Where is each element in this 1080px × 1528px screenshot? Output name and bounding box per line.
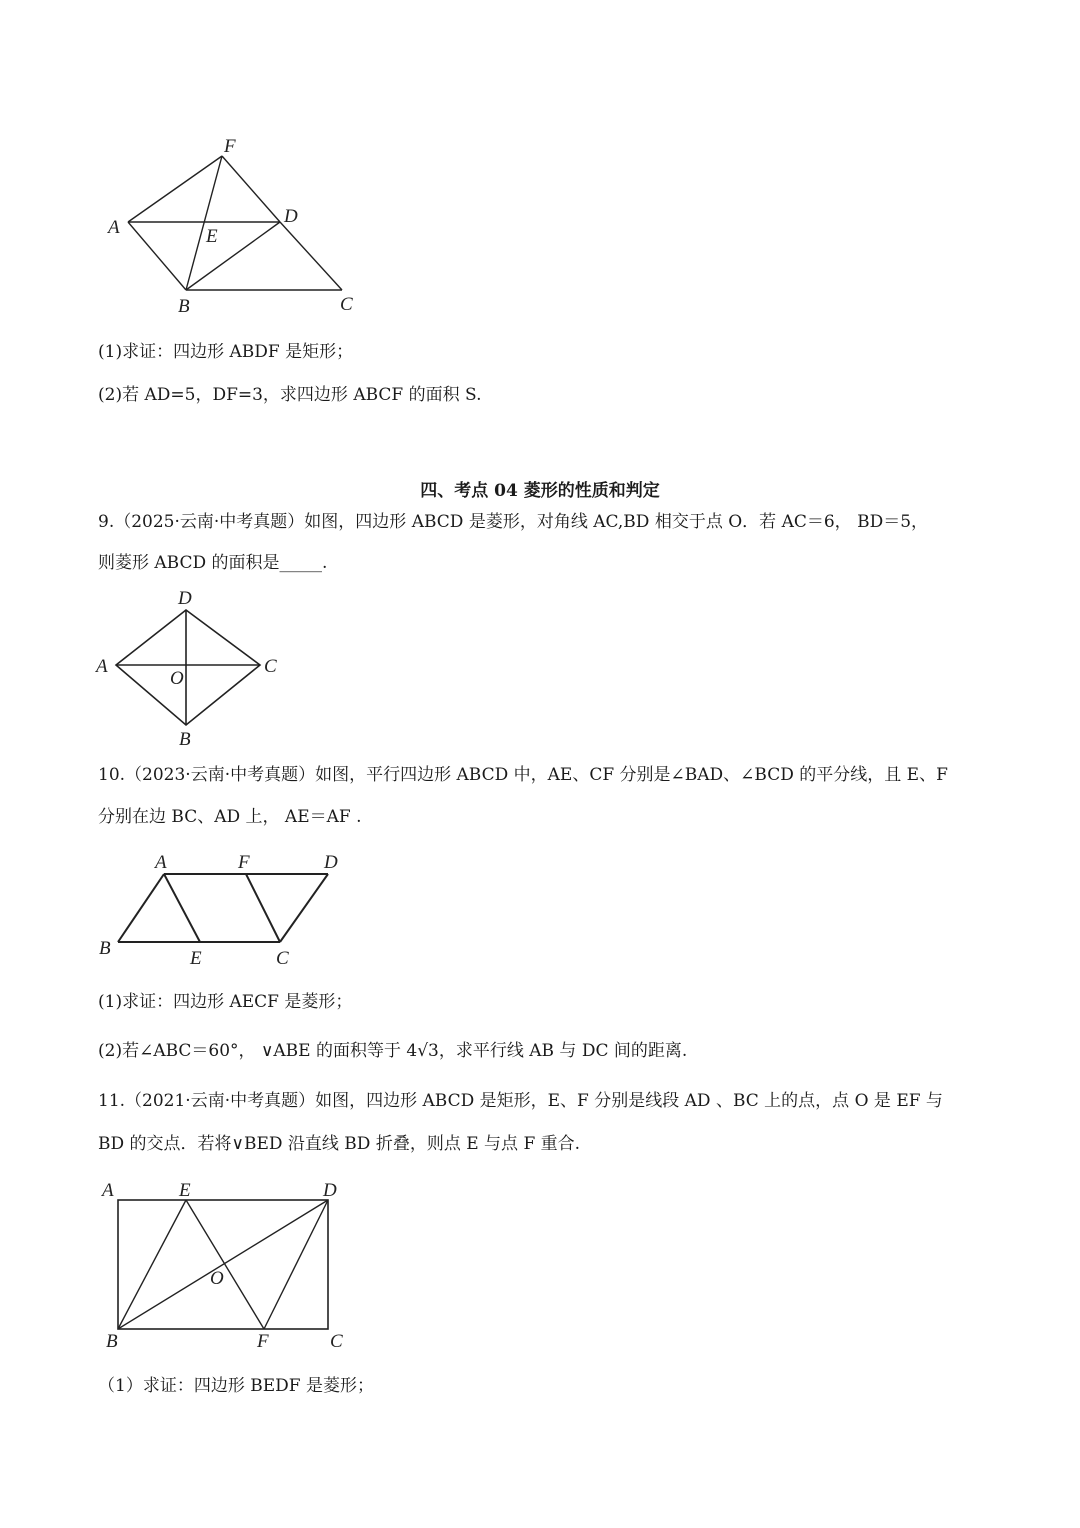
figure-4 <box>0 0 380 1360</box>
q10-line1: 10.（2023·云南·中考真题）如图，平行四边形 ABCD 中，AE、CF 分别是∠BAD、∠BCD 的平分线，且 E、F <box>98 765 948 785</box>
label-o: O <box>210 1268 224 1289</box>
q10-part2: (2)若∠ABC＝60°， ∨ABE 的面积等于 4√3，求平行线 AB 与 DC 间的距离. <box>98 1041 688 1061</box>
label-d: D <box>324 852 338 873</box>
label-e: E <box>190 948 202 969</box>
label-b: B <box>179 729 191 750</box>
label-b: B <box>106 1331 118 1352</box>
label-e: E <box>179 1180 191 1201</box>
section-heading: 四、考点 04 菱形的性质和判定 <box>420 481 660 501</box>
q9-line1: 9.（2025·云南·中考真题）如图，四边形 ABCD 是菱形，对角线 AC,BD 相交于点 O．若 AC＝6， BD＝5， <box>98 512 929 532</box>
label-b: B <box>178 296 190 317</box>
figure-4-diagram <box>0 0 380 1360</box>
segment-eb <box>118 1200 186 1329</box>
label-c: C <box>340 294 353 315</box>
label-f: F <box>238 852 250 873</box>
label-a: A <box>102 1180 114 1201</box>
q10-line2: 分别在边 BC、AD 上， AE＝AF . <box>98 807 362 827</box>
q8-part1: (1)求证：四边形 ABDF 是矩形； <box>98 342 354 362</box>
q10-part1: (1)求证：四边形 AECF 是菱形； <box>98 992 353 1012</box>
label-d: D <box>323 1180 337 1201</box>
q8-part2: (2)若 AD=5，DF=3，求四边形 ABCF 的面积 S. <box>98 385 482 405</box>
label-c: C <box>264 656 277 677</box>
label-f: F <box>224 136 236 157</box>
label-a: A <box>155 852 167 873</box>
label-a: A <box>108 217 120 238</box>
label-e: E <box>206 226 218 247</box>
label-c: C <box>276 948 289 969</box>
label-b: B <box>99 938 111 959</box>
q11-line1: 11.（2021·云南·中考真题）如图，四边形 ABCD 是矩形，E、F 分别是线段 AD 、BC 上的点，点 O 是 EF 与 <box>98 1091 943 1111</box>
q9-line2: 则菱形 ABCD 的面积是_____. <box>98 553 328 573</box>
label-d: D <box>178 588 192 609</box>
segment-ef <box>186 1200 264 1329</box>
label-c: C <box>330 1331 343 1352</box>
label-f: F <box>257 1331 269 1352</box>
label-o: O <box>170 668 184 689</box>
q11-part1: （1）求证：四边形 BEDF 是菱形； <box>98 1376 374 1396</box>
label-a: A <box>96 656 108 677</box>
label-d: D <box>284 206 298 227</box>
q11-line2: BD 的交点．若将∨BED 沿直线 BD 折叠，则点 E 与点 F 重合. <box>98 1134 581 1154</box>
